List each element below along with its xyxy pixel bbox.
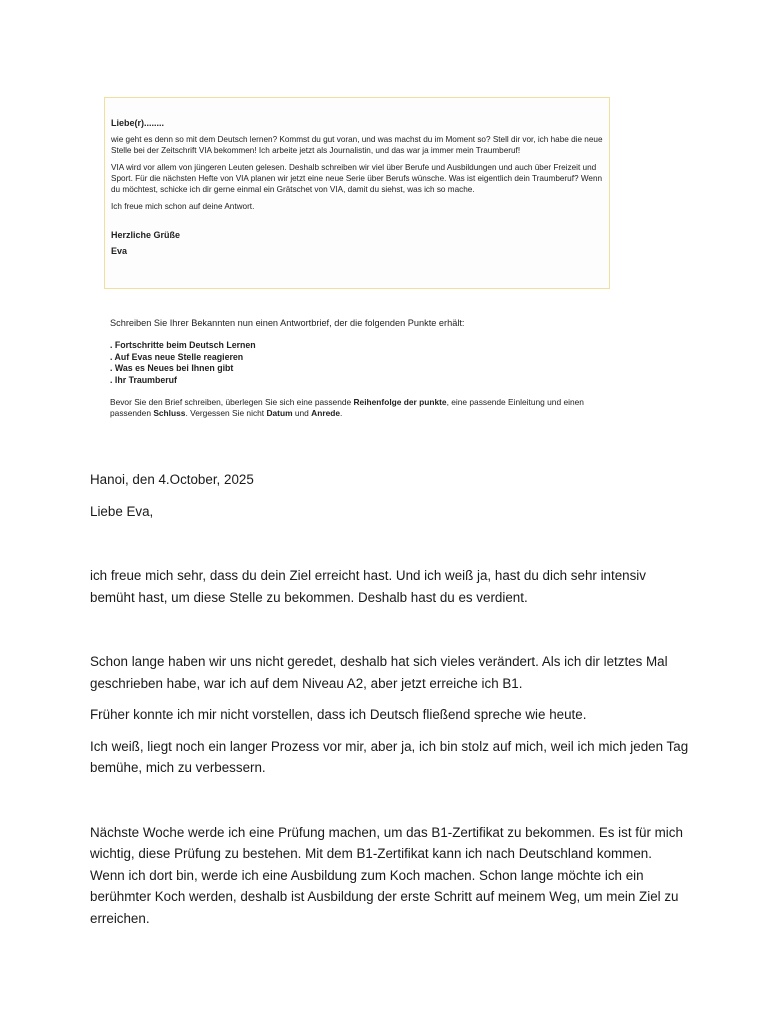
task-instructions [110, 318, 590, 419]
task-note-bold: Anrede [311, 408, 341, 418]
task-note-bold: Schluss [153, 408, 186, 418]
reply-paragraph: Nächste Woche werde ich eine Prüfung machen, um das B1-Zertifikat zu bekommen. Es ist für mich wichtig, diese Prüfung zu bestehen. Mit dem B1-Zertifikat kann ich nach Deutschland kommen. Wenn ich dort bin, werde ich eine Ausbildung zum Koch machen. Schon lange möchte ich ein berühmter Koch werden, deshalb ist Ausbildung der erste Schritt auf meinem Weg, um mein Ziel zu erreichen. [90, 824, 683, 926]
letter-paragraph-2: VIA wird vor allem von jüngeren Leuten gelesen. Deshalb schreiben wir viel über Berufe und Ausbildungen und auch über Freizeit und Sport. Für die nächsten Hefte von VIA planen wir jetzt eine neue Serie über Berufs wünsche. Was ist eigentlich dein Traumberuf? Wenn du möchtest, schicke ich dir gerne einmal ein Grätschet von VIA, damit du siehst, was ich so mache. [111, 163, 603, 194]
task-note-text: Bevor Sie den Brief schreiben, überlegen Sie sich eine passende [110, 397, 354, 407]
greeting: Liebe Eva, [90, 503, 154, 519]
task-point: . Auf Evas neue Stelle reagieren [110, 351, 244, 362]
task-point: . Ihr Traumberuf [110, 374, 177, 385]
task-note-text: , eine passende Einleitung und einen passenden [110, 397, 584, 418]
letter-closing: Herzliche Grüße [111, 230, 181, 240]
reply-paragraph: Schon lange haben wir uns nicht geredet, deshalb hat sich vieles verändert. Als ich dir letztes Mal geschrieben habe, war ich auf dem Niveau A2, aber jetzt erreiche ich B1. [90, 654, 668, 691]
reply-paragraph: Ich weiß, liegt noch ein langer Prozess vor mir, aber ja, ich bin stolz auf mich, weil ich mich jeden Tag bemühe, mich zu verbessern. [90, 738, 689, 775]
reply-paragraph: ich freue mich sehr, dass du dein Ziel erreicht hast. Und ich weiß ja, hast du dich sehr intensiv bemüht hast, um diese Stelle zu bekommen. Deshalb hast du es verdient. [90, 568, 646, 605]
task-note [110, 397, 590, 419]
task-intro: Schreiben Sie Ihrer Bekannten nun einen Antwortbrief, der die folgenden Punkte erhält: [110, 318, 465, 328]
reply-letter [90, 469, 690, 929]
task-points-list [110, 340, 590, 386]
task-note-bold: Reihenfolge der punkte [353, 397, 447, 407]
date-line: Hanoi, den 4.October, 2025 [90, 472, 254, 487]
task-point: . Fortschritte beim Deutsch Lernen [110, 340, 256, 350]
letter-image [104, 97, 610, 289]
task-note-text: und [292, 408, 312, 418]
task-point: . Was es Neues bei Ihnen gibt [110, 363, 234, 373]
task-note-bold: Datum [266, 408, 293, 418]
task-note-text: . [340, 408, 343, 418]
task-note-text: . Vergessen Sie nicht [185, 408, 267, 418]
letter-salutation: Liebe(r)........ [111, 118, 165, 128]
letter-signature: Eva [111, 246, 128, 256]
letter-paragraph-1: wie geht es denn so mit dem Deutsch lernen? Kommst du gut voran, und was machst du im Moment so? Stell dir vor, ich habe die neue Stelle bei der Zeitschrift VIA bekommen! Ich arbeite jetzt als Journalistin, und das war ja immer mein Traumberuf! [111, 135, 603, 155]
letter-paragraph-3: Ich freue mich schon auf deine Antwort. [111, 202, 255, 211]
reply-paragraph: Früher konnte ich mir nicht vorstellen, dass ich Deutsch fließend spreche wie heute. [90, 707, 587, 722]
